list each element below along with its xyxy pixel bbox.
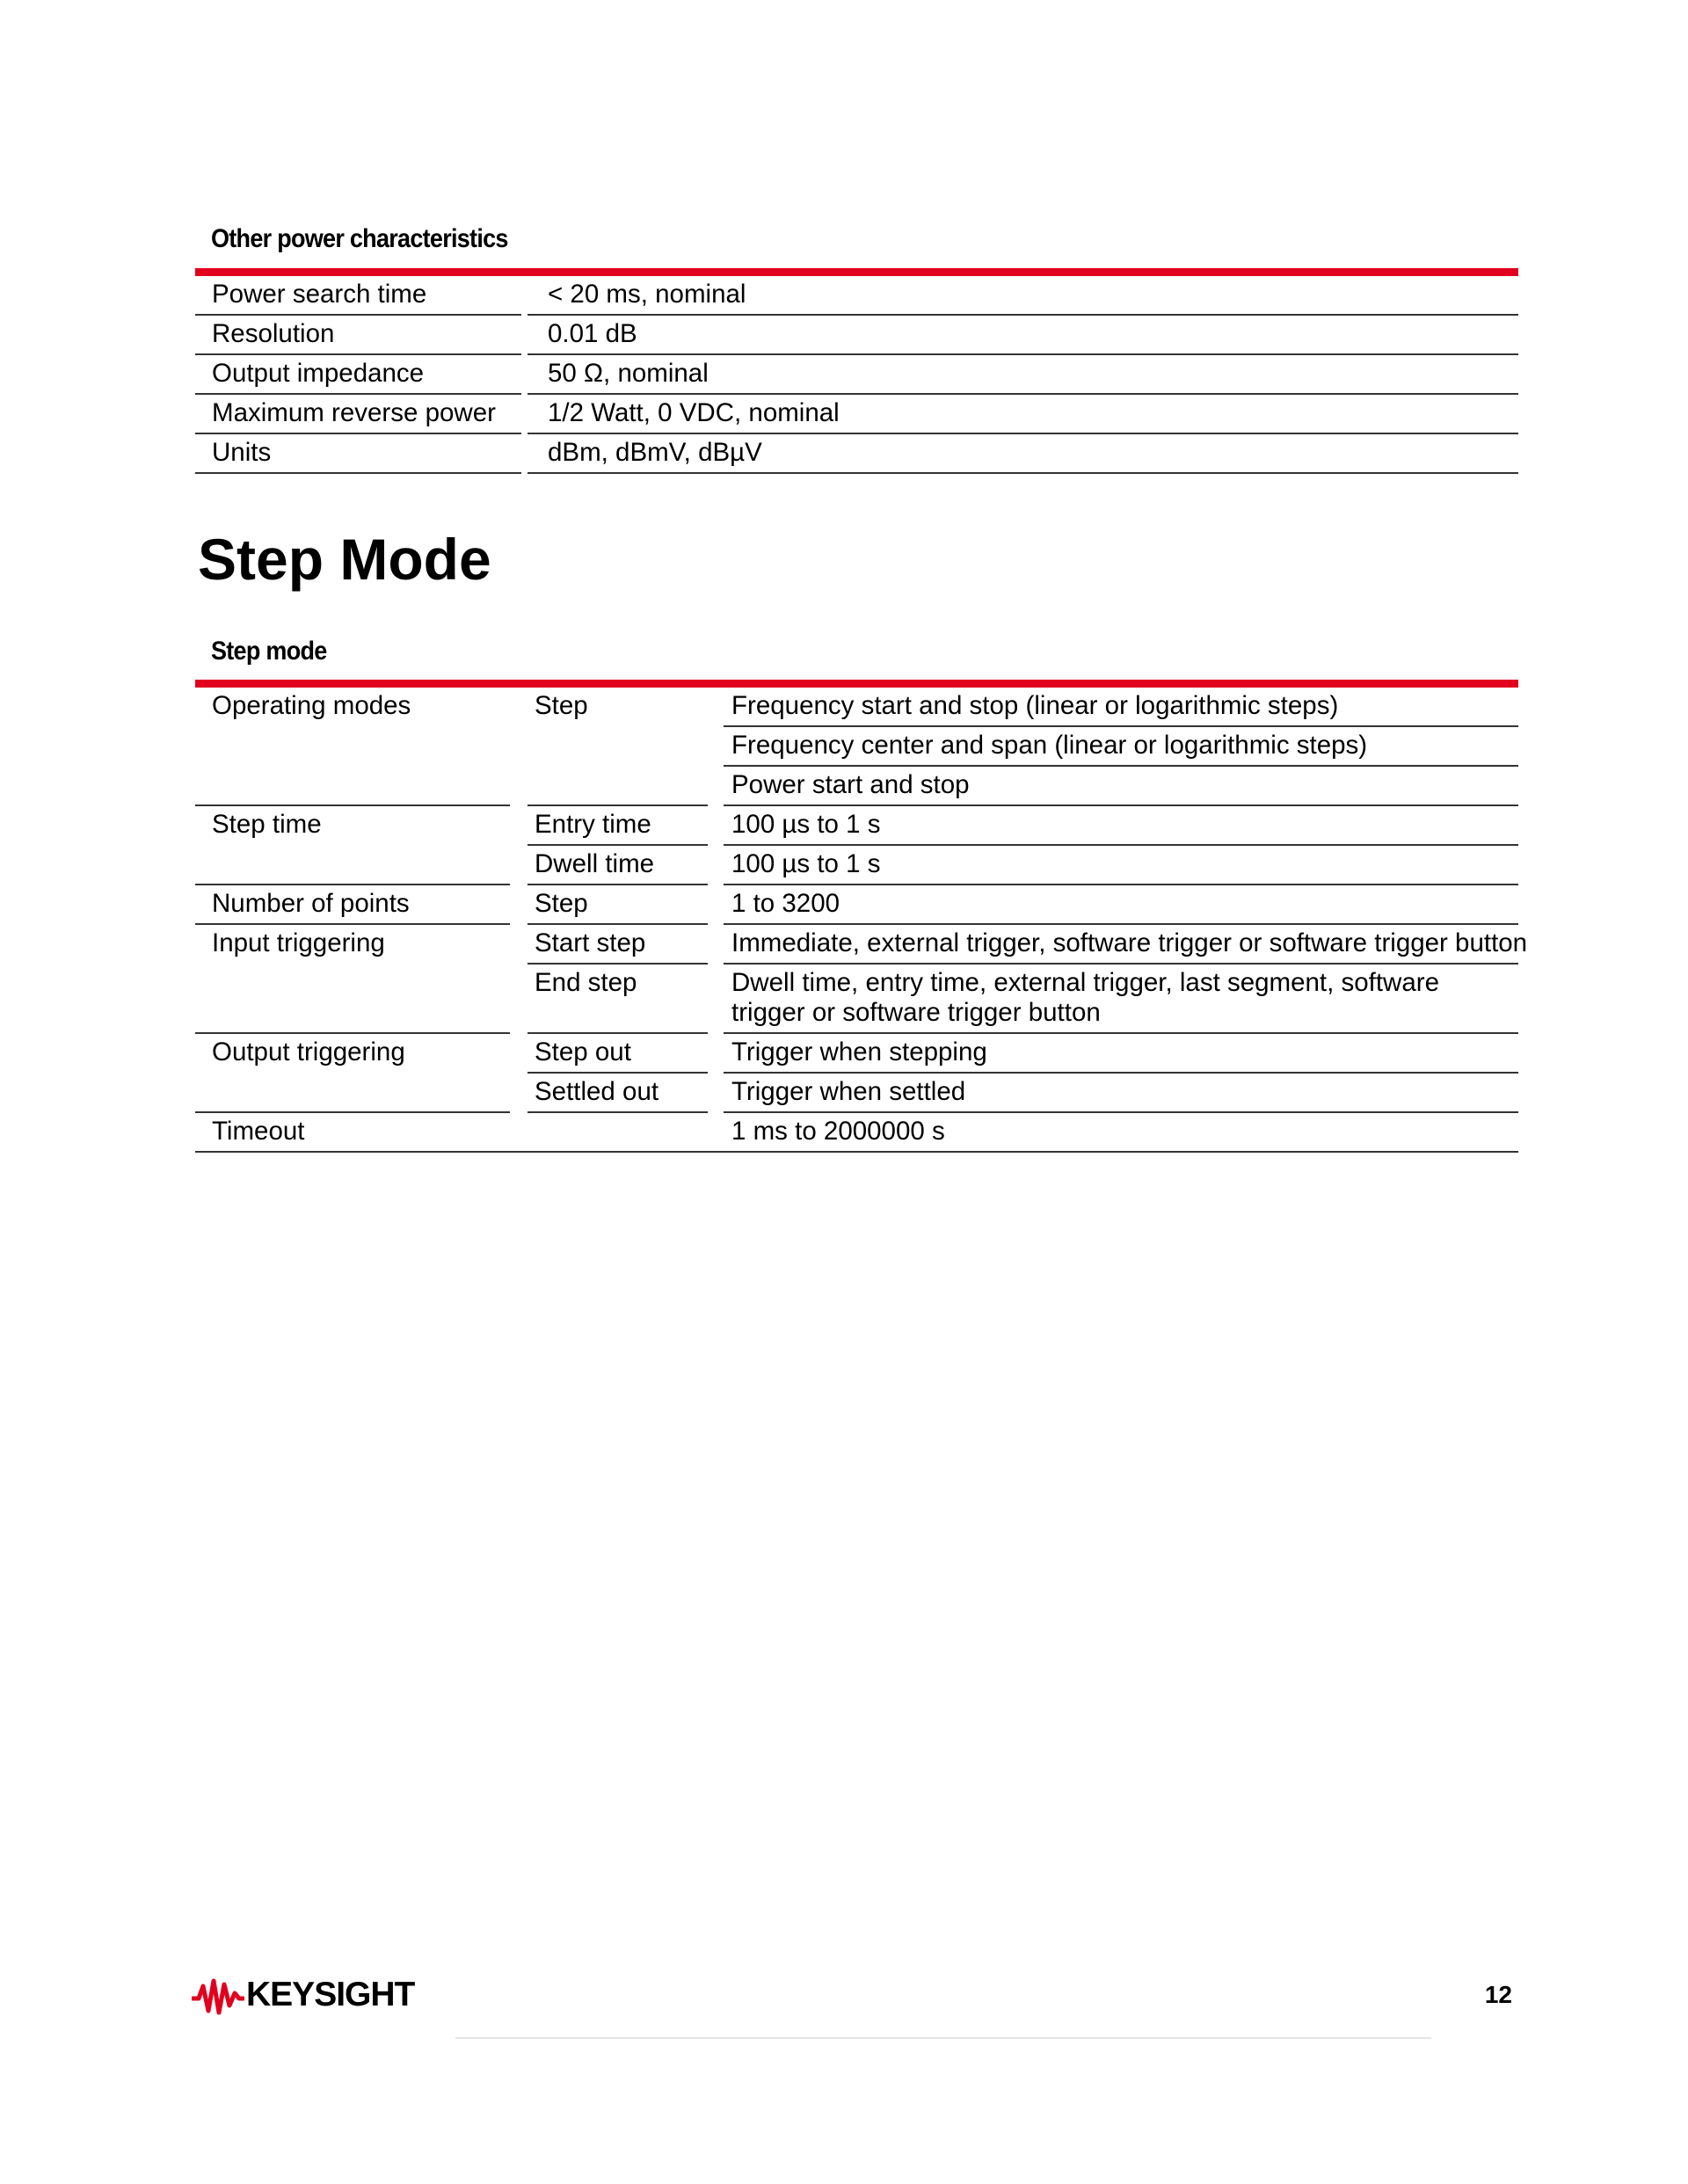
step-row-value: Power start and stop — [724, 767, 1518, 806]
table-bottom-rule — [195, 1151, 1518, 1153]
keysight-wordmark: KEYSIGHT — [246, 1976, 415, 2013]
power-row-value: < 20 ms, nominal — [528, 276, 1518, 316]
step-row-subparameter: Settled out — [528, 1074, 708, 1113]
step-row-value: Dwell time, entry time, external trigger, last segment, software trigger or software trigger button — [724, 965, 1518, 1034]
step-row-subparameter: Step — [535, 691, 588, 720]
step-row-value: Frequency center and span (linear or logarithmic steps) — [724, 727, 1518, 767]
table-row — [195, 965, 1518, 1034]
table-row — [195, 1074, 1518, 1113]
step-row-subparameter: Step out — [528, 1034, 708, 1074]
section-heading: Step Mode — [198, 527, 491, 592]
step-row-subparameter: Start step — [528, 925, 708, 965]
power-row-value: 50 Ω, nominal — [528, 355, 1518, 395]
step-row-value: 1 ms to 2000000 s — [731, 1117, 945, 1146]
power-row-label: Power search time — [195, 276, 521, 316]
power-row-label: Units — [195, 434, 521, 474]
step-row-parameter: Operating modes — [212, 691, 411, 720]
table-row — [195, 355, 1518, 395]
step-row-value: Trigger when settled — [724, 1074, 1518, 1113]
table-row — [195, 434, 1518, 474]
step-table-red-rule — [195, 680, 1518, 688]
table-row — [195, 395, 1518, 434]
step-row-value: Immediate, external trigger, software trigger or software trigger button — [724, 925, 1518, 965]
table-row — [195, 846, 1518, 885]
step-row-parameter: Number of points — [195, 885, 510, 925]
step-row-value: 1 to 3200 — [724, 885, 1518, 925]
step-row-value: Frequency start and stop (linear or logarithmic steps) — [724, 688, 1518, 727]
step-row-parameter: Input triggering — [212, 928, 385, 957]
power-row-value: 0.01 dB — [528, 316, 1518, 355]
step-row-value: Trigger when stepping — [724, 1034, 1518, 1074]
keysight-wave-icon — [192, 1977, 244, 2016]
step-row-parameter: Output triggering — [212, 1037, 405, 1067]
table-row — [195, 767, 1518, 806]
power-row-label: Output impedance — [195, 355, 521, 395]
step-row-parameter: Timeout — [212, 1117, 305, 1146]
step-row-parameter — [195, 965, 510, 1034]
step-row-parameter — [195, 846, 510, 885]
table-row — [195, 727, 1518, 767]
step-table-title: Step mode — [211, 637, 327, 666]
power-table-title: Other power characteristics — [211, 224, 508, 253]
page-number: 12 — [1484, 1981, 1512, 2008]
table-row — [195, 1034, 1518, 1074]
step-row-parameter: Step time — [212, 810, 322, 839]
table-row — [195, 1113, 1518, 1153]
step-row-subparameter: Dwell time — [528, 846, 708, 885]
step-row-parameter — [195, 1074, 510, 1113]
table-row — [195, 276, 1518, 316]
power-row-value: 1/2 Watt, 0 VDC, nominal — [528, 395, 1518, 434]
table-row — [195, 688, 1518, 727]
step-row-subparameter: Step — [528, 885, 708, 925]
power-table-red-rule — [195, 268, 1518, 276]
footer-rule — [455, 2037, 1431, 2039]
step-row-value: 100 µs to 1 s — [724, 846, 1518, 885]
table-row — [195, 885, 1518, 925]
step-row-subparameter: Entry time — [528, 806, 708, 846]
step-row-subparameter — [528, 1113, 708, 1117]
table-row — [195, 925, 1528, 965]
power-row-value: dBm, dBmV, dBµV — [528, 434, 1518, 474]
step-row-value: 100 µs to 1 s — [724, 806, 1518, 846]
step-row-subparameter: End step — [528, 965, 708, 1034]
power-row-label: Maximum reverse power — [195, 395, 521, 434]
table-row — [195, 316, 1518, 355]
table-row — [195, 806, 1518, 846]
power-row-label: Resolution — [195, 316, 521, 355]
